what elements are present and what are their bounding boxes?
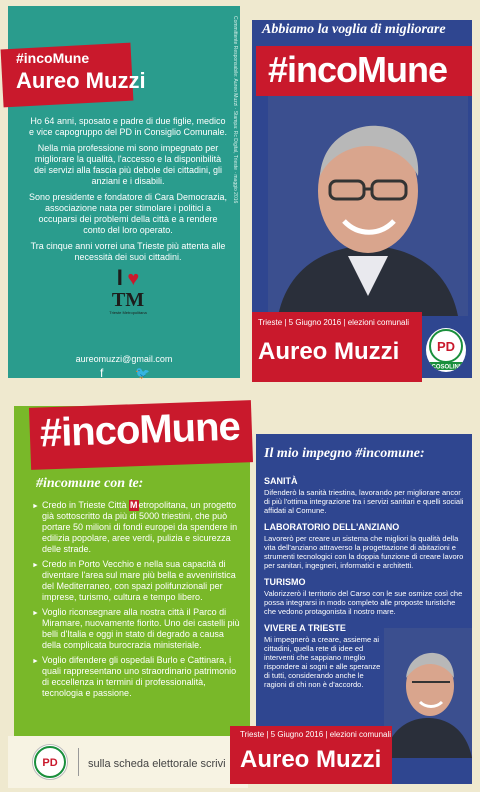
program-item — [32, 607, 244, 651]
bio-panel — [8, 6, 240, 378]
commitment-text: Lavorerò per creare un sistema che migliori la qualità della vita dell'anziano attraverso la progettazione di abitazioni e strumenti tecnologici con la doppia funzione di creare lavoro per sanitari, ingegneri, informatici e architetti. — [264, 534, 464, 570]
program-item — [32, 500, 244, 555]
bullet-icon: ► — [32, 562, 39, 569]
candidate-name-large: Aureo Muzzi — [258, 338, 400, 365]
commitment-text: Mi impegnerò a creare, assieme ai cittadini, quella rete di idee ed interventi che sappiano meglio rispondere ai sogni e alle speranze di tutti, considerando anche le ragioni di chi non è d'accordo. — [264, 635, 381, 689]
logo-subtitle: Trieste Metropolitana — [109, 310, 147, 315]
program-item — [32, 655, 244, 699]
program-item-text: etropolitana, un progetto già sottoscritto da più di 5000 triestini, che può portare 50 milioni di fondi europei da spendere in edilizia popolare, aree verdi, pulizia e sicurezza delle strade. — [42, 500, 238, 554]
commitment-text: Valorizzerò il territorio del Carso con le sue osmize così che possa integrarsi in modo completo alle proposte turistiche che vedono protagonista il nostro mare. — [264, 589, 463, 616]
twitter-icon[interactable]: 🐦 — [135, 366, 150, 380]
coalition-label: COSOLINI — [431, 364, 461, 371]
poster-headline: Abbiamo la voglia di migliorare — [262, 22, 446, 37]
party-logo-small-text: PD — [42, 757, 58, 769]
commitment-section — [264, 577, 466, 616]
commitment-title: SANITÀ — [264, 476, 298, 486]
candidate-photo-small — [384, 628, 472, 758]
trieste-metropolitana-logo — [100, 265, 156, 315]
social-links — [100, 366, 150, 380]
party-logo — [426, 328, 466, 372]
bullet-icon: ► — [32, 658, 39, 665]
name-banner-small — [230, 726, 392, 784]
name-banner — [252, 312, 422, 382]
party-logo-text: PD — [436, 339, 456, 354]
ballot-instruction: sulla scheda elettorale scrivi — [88, 758, 226, 770]
election-dateline: Trieste | 5 Giugno 2016 | elezioni comunali — [258, 318, 410, 327]
program-item-text: Voglio difendere gli ospedali Burlo e Cattinara, i quali rappresentano uno straordinario patrimonio di eccellenza in termini di professionalità, tecnologia e passione. — [42, 655, 237, 698]
program-item — [32, 559, 244, 603]
commitment-section — [264, 522, 466, 570]
facebook-icon[interactable]: f — [100, 366, 104, 380]
program-list — [32, 500, 244, 703]
bio-paragraph: Ho 64 anni, sposato e padre di due figlie, medico e vice capogruppo del PD in Consiglio Comunale. — [28, 116, 228, 137]
hashtag-banner-large — [29, 400, 253, 470]
program-item-text: Voglio riconsegnare alla nostra città il Parco di Miramare, nuovamente fiorito. Uno dei castelli più belli d'Italia e oggi in stato di degrado a causa della complicata burocrazia ministeriale. — [42, 607, 240, 650]
party-logo-small — [32, 744, 68, 780]
hashtag-text: #incoMune — [268, 49, 448, 90]
hashtag-label: #incoMune — [16, 50, 90, 66]
bio-text — [28, 116, 228, 268]
commitments-headline: Il mio impegno #incomune: — [264, 446, 425, 461]
bullet-icon: ► — [32, 610, 39, 617]
election-dateline: Trieste | 5 Giugno 2016 | elezioni comunali — [240, 730, 392, 739]
program-item-prefix: Credo in Trieste Città — [42, 500, 130, 510]
commitment-title: LABORATORIO DELL'ANZIANO — [264, 522, 400, 532]
bullet-icon: ► — [32, 503, 39, 510]
hashtag-text-large: #incoMune — [39, 404, 241, 456]
candidate-photo — [268, 96, 468, 316]
section-subtitle: #incomune con te: — [36, 476, 144, 491]
heart-icon: ♥ — [127, 268, 140, 290]
email-link[interactable]: aureomuzzi@gmail.com — [75, 354, 173, 364]
commitment-title: TURISMO — [264, 577, 306, 587]
commitment-section — [264, 476, 466, 515]
candidate-name-large: Aureo Muzzi — [240, 746, 382, 773]
print-credit: Committente Responsabile: Aureo Muzzi · Stampa: Rc Digital, Trieste · maggio 2016 — [232, 16, 238, 204]
candidate-name: Aureo Muzzi — [16, 68, 146, 93]
commitment-title: VIVERE A TRIESTE — [264, 623, 346, 633]
hashtag-banner — [256, 46, 472, 96]
program-item-text: Credo in Porto Vecchio e nella sua capacità di diventare l'area sul mare più bella e avveniristica del Mediterraneo, con spazi polifunzionali per imprese, turismo, cultura e tempo libero. — [42, 559, 236, 602]
commitment-text: Difenderò la sanità triestina, lavorando per migliorare ancor di più l'ottima integrazione tra i servizi sanitari e quelli sociali affidati al Comune. — [264, 488, 464, 515]
bio-paragraph: Tra cinque anni vorrei una Trieste più attenta alle necessità dei suoi cittadini. — [30, 241, 226, 262]
divider — [78, 748, 79, 776]
metropolitana-m-icon: M — [130, 500, 138, 510]
logo-tm: TM — [111, 289, 145, 311]
bio-paragraph: Sono presidente e fondatore di Cara Democrazia, associazione nata per stimolare i politici a occuparsi dei problemi della città e a rendere conto del loro operato. — [28, 192, 228, 235]
bio-paragraph: Nella mia professione mi sono impegnato per migliorare la qualità, l'accesso e la disponibilità dei servizi alla fascia più debole dei cittadini, gli anziani e i disabili. — [33, 143, 223, 186]
logo-i: I — [116, 265, 123, 290]
